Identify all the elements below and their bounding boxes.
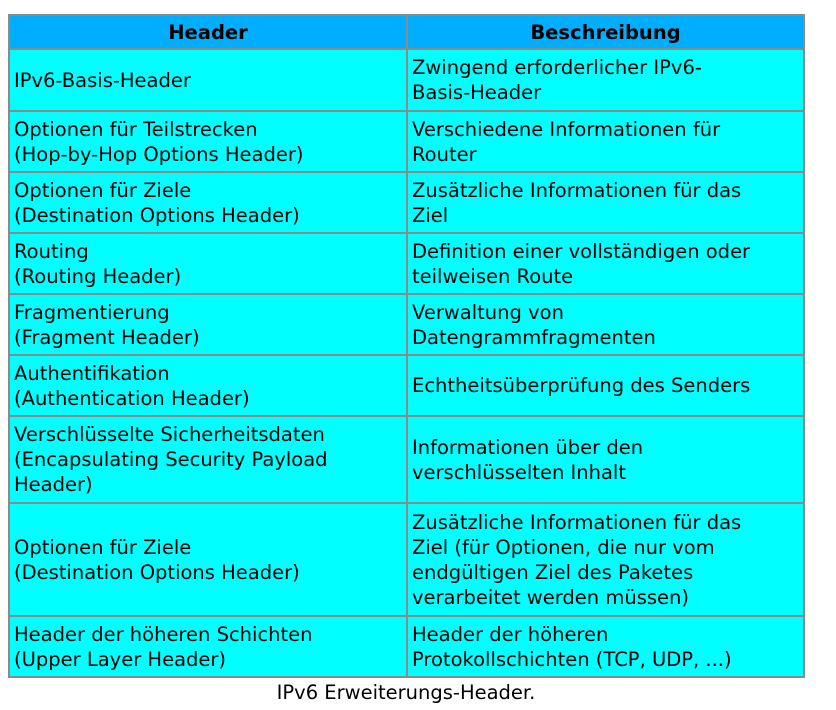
description-cell: Zusätzliche Informationen für das Ziel (für Optionen, die nur vom endgültigen Ziel des Paketes verarbeitet werden müssen) [407, 503, 804, 616]
table-row [9, 172, 804, 233]
description-cell: Echtheitsüberprüfung des Senders [407, 355, 804, 416]
description-cell: Zwingend erforderlicher IPv6- Basis-Header [407, 49, 804, 111]
header-name-cell: IPv6-Basis-Header [9, 49, 407, 111]
header-name-cell: Optionen für Ziele (Destination Options Header) [9, 503, 407, 616]
header-name-cell: Authentifikation (Authentication Header) [9, 355, 407, 416]
header-name-cell: Optionen für Teilstrecken (Hop-by-Hop Options Header) [9, 111, 407, 172]
table-header-row [9, 15, 804, 49]
description-cell: Verwaltung von Datengrammfragmenten [407, 294, 804, 355]
description-cell: Informationen über den verschlüsselten Inhalt [407, 416, 804, 503]
table-row [9, 111, 804, 172]
description-cell: Zusätzliche Informationen für das Ziel [407, 172, 804, 233]
table-caption: IPv6 Erweiterungs-Header. [276, 681, 536, 704]
table-row [9, 503, 804, 616]
description-cell: Header der höheren Protokollschichten (TCP, UDP, ...) [407, 616, 804, 677]
ipv6-extension-header-table [8, 14, 805, 678]
table-row [9, 233, 804, 294]
table-row [9, 416, 804, 503]
column-header-header: Header [9, 15, 407, 49]
header-name-cell: Routing (Routing Header) [9, 233, 407, 294]
header-name-cell: Verschlüsselte Sicherheitsdaten (Encapsulating Security Payload Header) [9, 416, 407, 503]
table-row [9, 49, 804, 111]
description-cell: Definition einer vollständigen oder teilweisen Route [407, 233, 804, 294]
column-header-description: Beschreibung [407, 15, 804, 49]
header-name-cell: Header der höheren Schichten (Upper Layer Header) [9, 616, 407, 677]
header-name-cell: Optionen für Ziele (Destination Options Header) [9, 172, 407, 233]
header-name-cell: Fragmentierung (Fragment Header) [9, 294, 407, 355]
description-cell: Verschiedene Informationen für Router [407, 111, 804, 172]
table-row [9, 355, 804, 416]
table-row [9, 294, 804, 355]
table-row [9, 616, 804, 677]
